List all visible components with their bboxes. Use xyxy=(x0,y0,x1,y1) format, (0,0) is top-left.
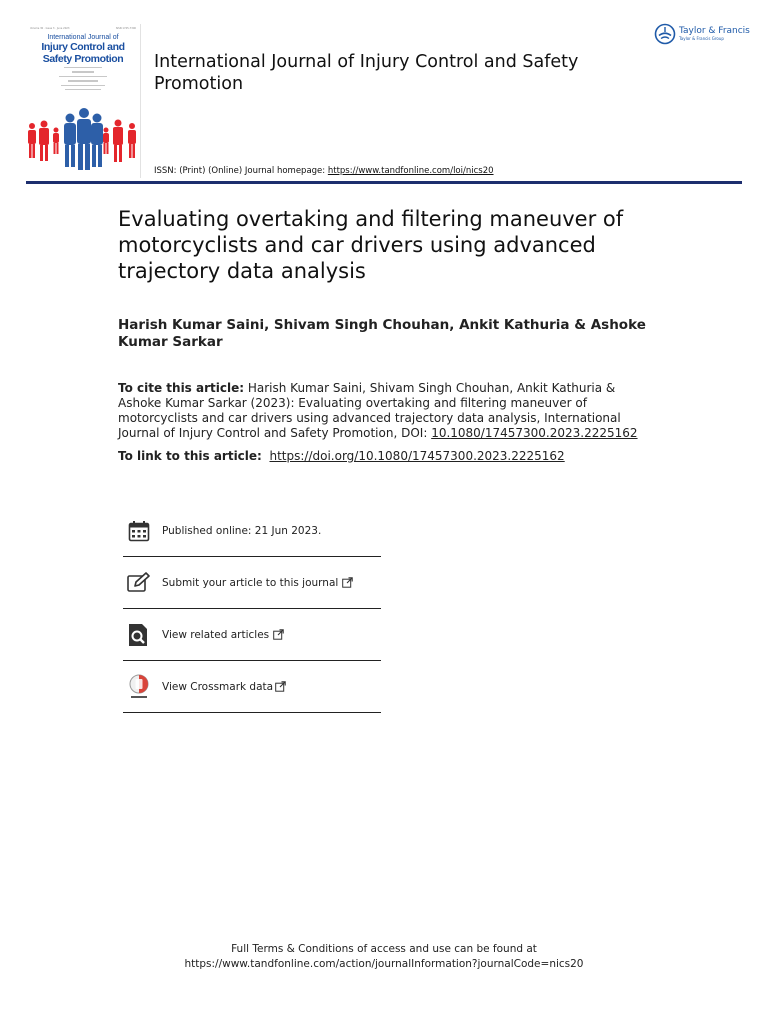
published-online-row xyxy=(123,505,381,557)
cover-title xyxy=(26,34,140,64)
crossmark-icon xyxy=(126,673,152,701)
crossmark-row[interactable] xyxy=(123,661,381,713)
submit-article-link[interactable]: Submit your article to this journal xyxy=(162,576,339,589)
article-doi-url-link[interactable]: https://doi.org/10.1080/17457300.2023.2225162 xyxy=(269,449,565,463)
view-crossmark-link[interactable]: View Crossmark data xyxy=(162,680,274,693)
edit-icon xyxy=(126,569,152,597)
cite-label: To cite this article: xyxy=(118,381,245,395)
link-label: To link to this article: xyxy=(118,449,262,463)
cover-title-line3: Safety Promotion xyxy=(42,52,124,65)
article-title: Evaluating overtaking and filtering maneuver of motorcyclists and car drivers using advanced trajectory data analysis xyxy=(118,207,624,283)
article-actions-list xyxy=(123,505,381,713)
publisher-name: Taylor & Francis xyxy=(679,26,750,36)
terms-footer xyxy=(0,942,768,972)
article-authors: Harish Kumar Saini, Shivam Singh Chouhan, Ankit Kathuria & Ashoke Kumar Sarkar xyxy=(118,317,646,350)
cover-text-lines xyxy=(56,64,110,93)
doi-link[interactable]: 10.1080/17457300.2023.2225162 xyxy=(431,426,638,440)
publisher-group: Taylor & Francis Group xyxy=(679,36,724,41)
external-link-icon xyxy=(275,681,286,692)
citation-block xyxy=(118,381,643,441)
terms-url[interactable]: https://www.tandfonline.com/action/journalInformation?journalCode=nics20 xyxy=(184,958,584,970)
external-link-icon xyxy=(273,629,284,640)
submit-article-row[interactable] xyxy=(123,557,381,609)
cover-people-illustration xyxy=(26,108,140,174)
terms-line1: Full Terms & Conditions of access and use can be found at xyxy=(231,943,537,955)
issn-text: ISSN: (Print) (Online) Journal homepage: xyxy=(154,166,328,176)
cover-title-line2: Injury Control and xyxy=(41,41,125,53)
cite-text: Harish Kumar Saini, Shivam Singh Chouhan, Ankit Kathuria & Ashoke Kumar Sarkar (2023): Evaluating overtaking and filtering maneuver of motorcyclists and car drivers using advanced trajectory data analysis, International Journal of Injury Control and Safety Promotion, DOI: xyxy=(118,381,621,440)
journal-homepage-link[interactable]: https://www.tandfonline.com/loi/nics20 xyxy=(327,166,494,176)
calendar-icon xyxy=(126,517,152,545)
external-link-icon xyxy=(342,577,353,588)
taylor-francis-icon xyxy=(654,23,676,45)
published-online-text: Published online: 21 Jun 2023. xyxy=(162,524,322,537)
header-divider xyxy=(26,181,742,184)
issn-homepage-line xyxy=(154,166,494,176)
journal-title: International Journal of Injury Control and Safety Promotion xyxy=(154,52,579,94)
cover-volume-text: Volume 30 · Issue 3 · June 2023 xyxy=(30,27,70,30)
related-articles-icon xyxy=(126,621,152,649)
related-articles-row[interactable] xyxy=(123,609,381,661)
cover-title-line1: International Journal of xyxy=(47,34,119,41)
journal-cover-image xyxy=(26,24,141,178)
view-related-articles-link[interactable]: View related articles xyxy=(162,628,270,641)
article-link-line xyxy=(118,449,678,464)
publisher-logo[interactable] xyxy=(654,22,750,46)
cover-issn-text: ISSN 1745-7300 xyxy=(115,27,136,30)
